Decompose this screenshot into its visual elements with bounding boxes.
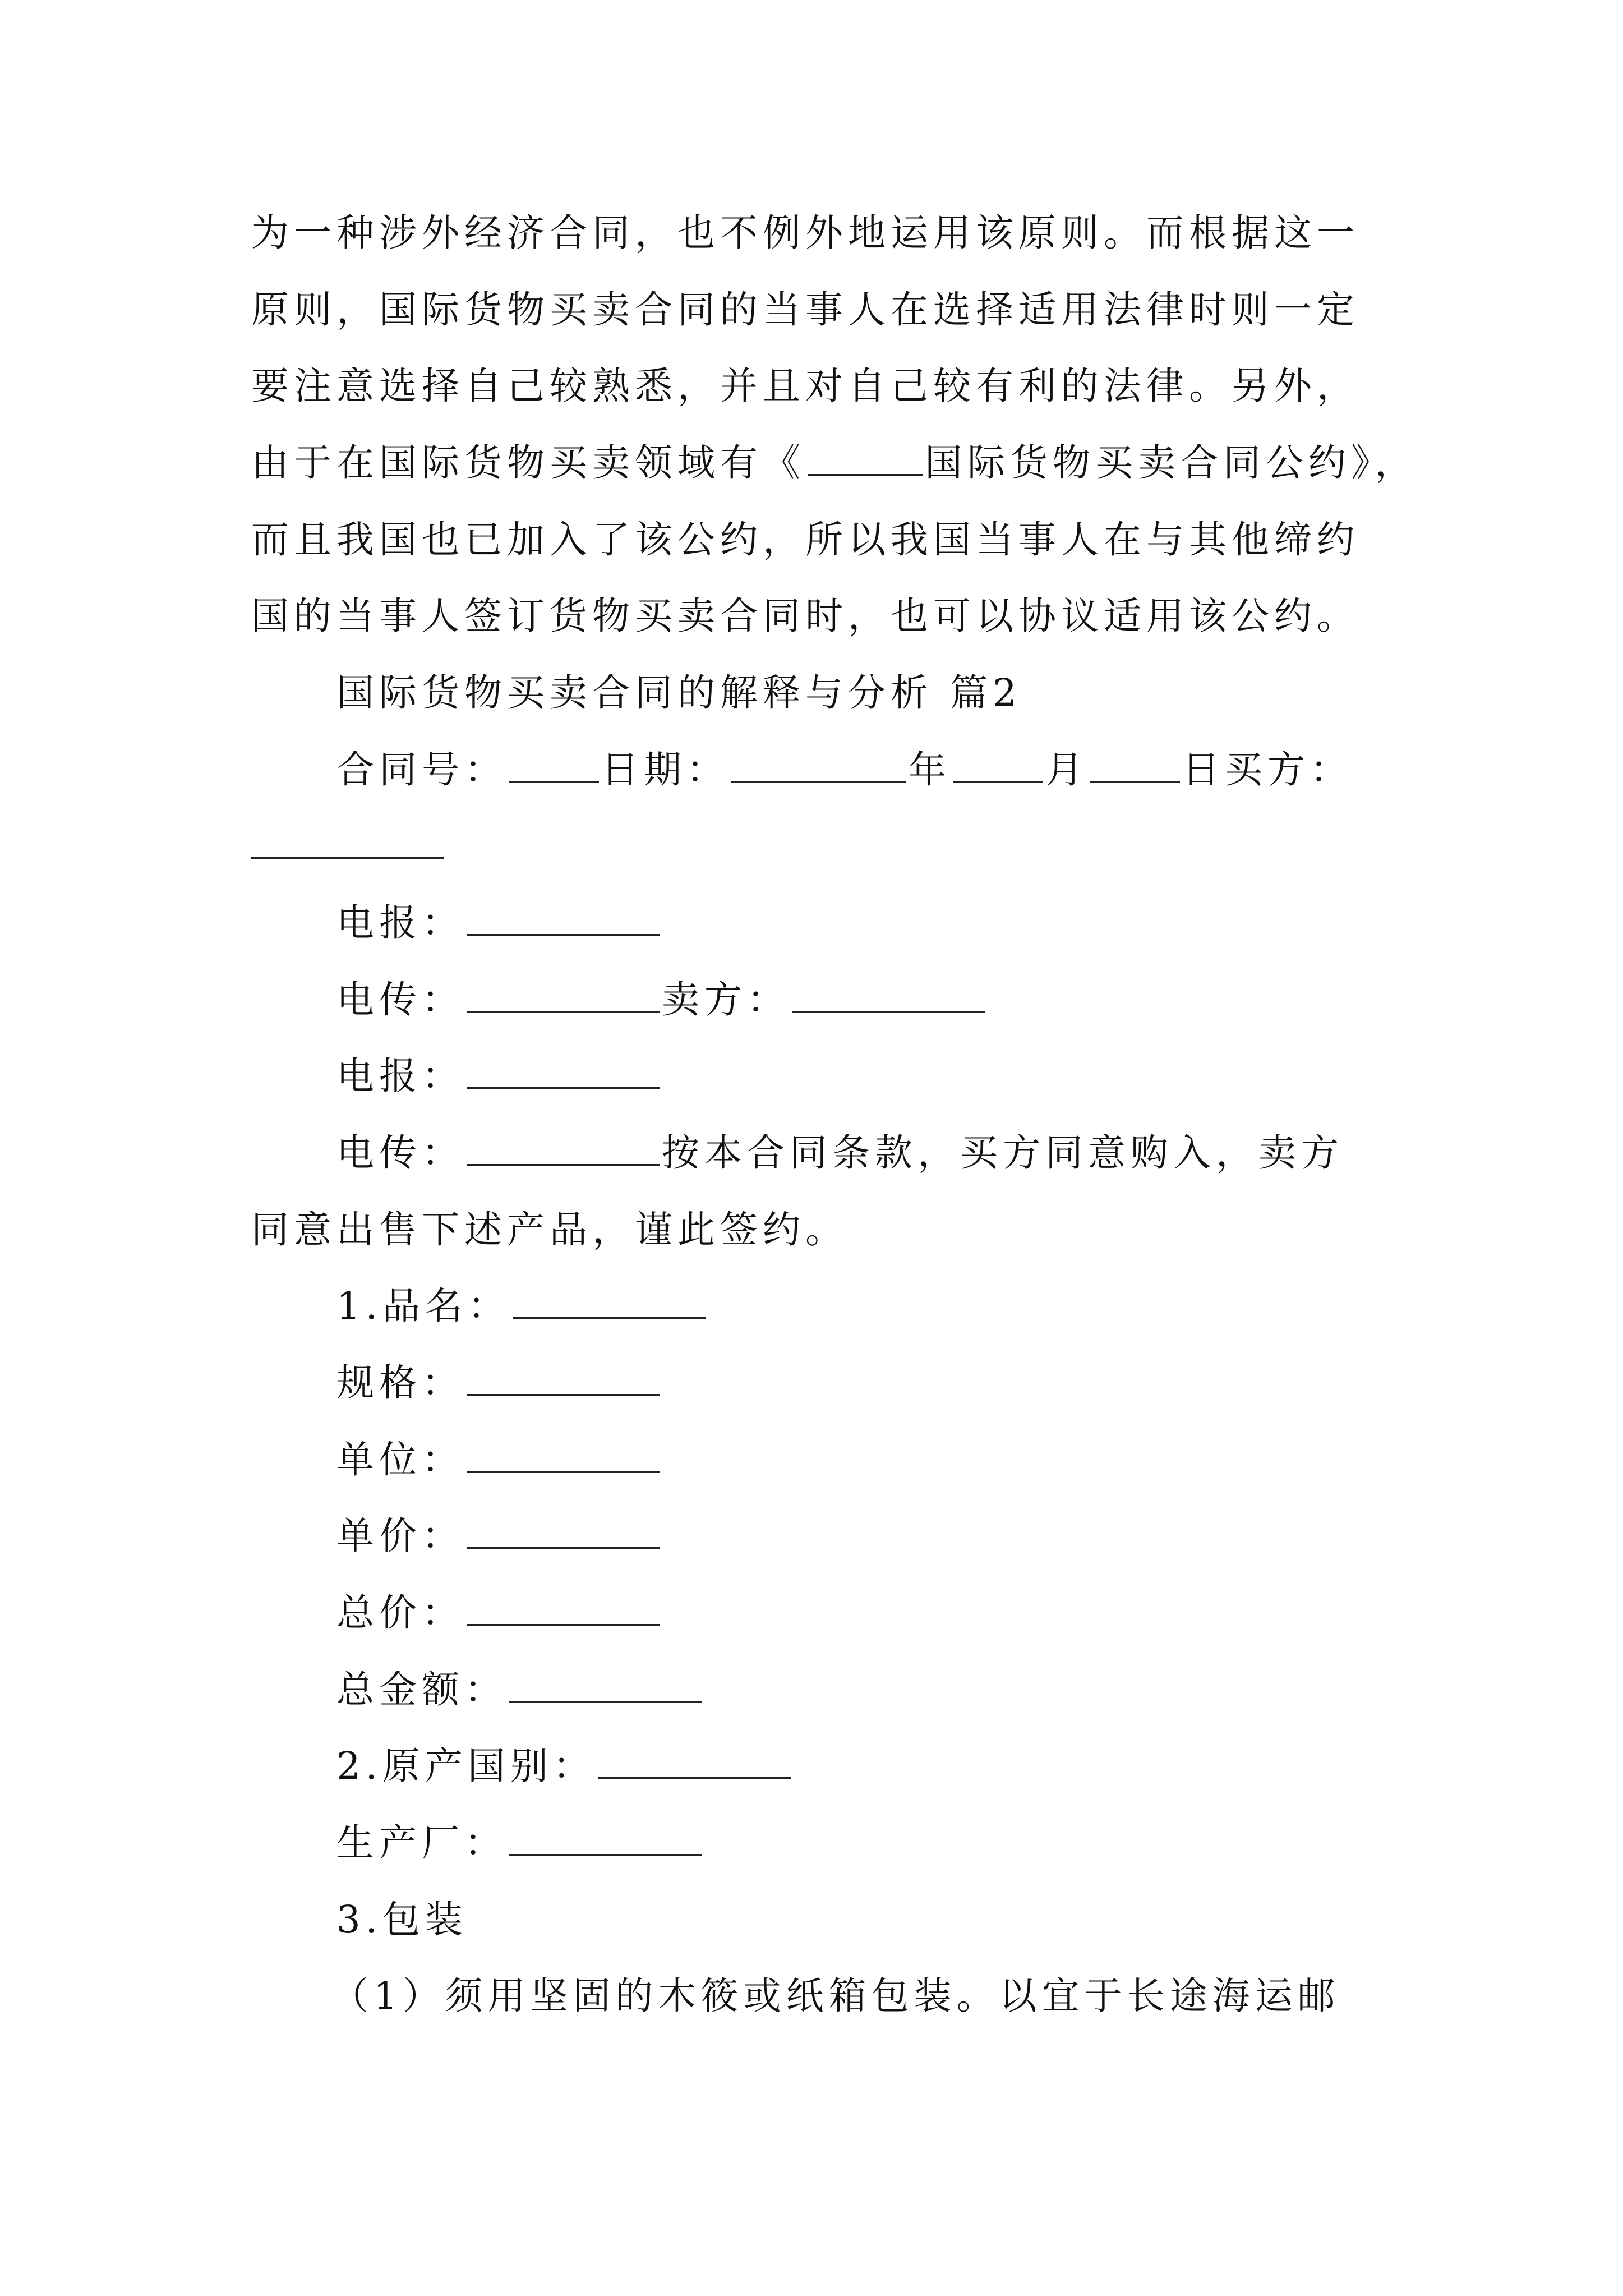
- telegram-label: 电报：: [336, 1054, 464, 1098]
- unit-price-line: [336, 1513, 662, 1558]
- paragraph-line-4-start: 由于在国际货物买卖领域有《: [251, 441, 805, 485]
- seller-blank: [792, 979, 985, 1013]
- item1-line: [336, 1283, 708, 1328]
- item3-heading: 3.包装: [336, 1898, 468, 1941]
- blank-field: [808, 443, 923, 476]
- paragraph-line-1: 为一种涉外经济合同，也不例外地运用该原则。而根据这一: [251, 211, 1359, 255]
- paragraph-line-6: 国的当事人签订货物买卖合同时，也可以协议适用该公约。: [251, 594, 1359, 638]
- unit-price-label: 单价：: [336, 1514, 464, 1558]
- unit-line: [336, 1437, 662, 1482]
- agreement-text-1: 按本合同条款，买方同意购入，卖方: [662, 1131, 1344, 1175]
- total-price-blank: [467, 1593, 660, 1626]
- total-amount-blank: [509, 1669, 702, 1703]
- day-buyer-label: 日买方：: [1182, 748, 1353, 792]
- telex-blank: [467, 979, 660, 1013]
- year-label: 年: [909, 748, 951, 792]
- manufacturer-line: [336, 1820, 704, 1865]
- total-price-line: [336, 1590, 662, 1635]
- spec-label: 规格：: [336, 1361, 464, 1405]
- item2-label: 2.原产国别：: [336, 1744, 596, 1788]
- origin-country-blank: [598, 1746, 791, 1779]
- unit-price-blank: [467, 1516, 660, 1549]
- telex-label: 电传：: [336, 978, 464, 1022]
- contract-header-line: [336, 747, 1353, 792]
- telegram-blank: [467, 1056, 660, 1089]
- total-price-label: 总价：: [336, 1591, 464, 1635]
- buyer-blank-line: [251, 823, 446, 868]
- section-heading: 国际货物买卖合同的解释与分析 篇2: [336, 671, 1022, 715]
- telegram-blank: [467, 903, 660, 936]
- paragraph-line-4-end: 国际货物买卖合同公约》，: [925, 441, 1418, 485]
- product-name-blank: [513, 1286, 706, 1319]
- unit-blank: [467, 1439, 660, 1473]
- seller-telex-line: [336, 1130, 1344, 1175]
- unit-label: 单位：: [336, 1438, 464, 1481]
- spec-line: [336, 1360, 662, 1405]
- date-year-blank: [731, 749, 906, 783]
- paragraph-line-5: 而且我国也已加入了该公约，所以我国当事人在与其他缔约: [251, 518, 1359, 562]
- seller-telegram-line: [336, 1053, 662, 1098]
- telegram-label: 电报：: [336, 901, 464, 945]
- packing-line-1: （1）须用坚固的木筱或纸箱包装。以宜于长途海运邮: [331, 1974, 1340, 2018]
- buyer-telex-line: [336, 977, 987, 1022]
- month-label: 月: [1045, 748, 1088, 792]
- paragraph-line-4: [251, 440, 1418, 485]
- date-day-blank: [1090, 749, 1180, 783]
- item2-line: [336, 1743, 793, 1788]
- total-amount-label: 总金额：: [336, 1668, 507, 1711]
- contract-no-blank: [509, 749, 599, 783]
- paragraph-line-2: 原则，国际货物买卖合同的当事人在选择适用法律时则一定: [251, 288, 1359, 332]
- date-month-blank: [953, 749, 1043, 783]
- agreement-line-2: 同意出售下述产品，谨此签约。: [251, 1208, 848, 1251]
- buyer-telegram-line: [336, 900, 662, 945]
- paragraph-line-3: 要注意选择自己较熟悉，并且对自己较有利的法律。另外，: [251, 364, 1359, 408]
- telex-blank: [467, 1133, 660, 1166]
- telex-label: 电传：: [336, 1131, 464, 1175]
- item1-label: 1.品名：: [336, 1284, 510, 1328]
- total-amount-line: [336, 1667, 704, 1712]
- buyer-blank: [251, 826, 444, 859]
- contract-no-label: 合同号：: [336, 748, 507, 792]
- spec-blank: [467, 1363, 660, 1396]
- manufacturer-label: 生产厂：: [336, 1821, 507, 1865]
- manufacturer-blank: [509, 1823, 702, 1856]
- date-label: 日期：: [601, 748, 729, 792]
- seller-label: 卖方：: [662, 978, 790, 1022]
